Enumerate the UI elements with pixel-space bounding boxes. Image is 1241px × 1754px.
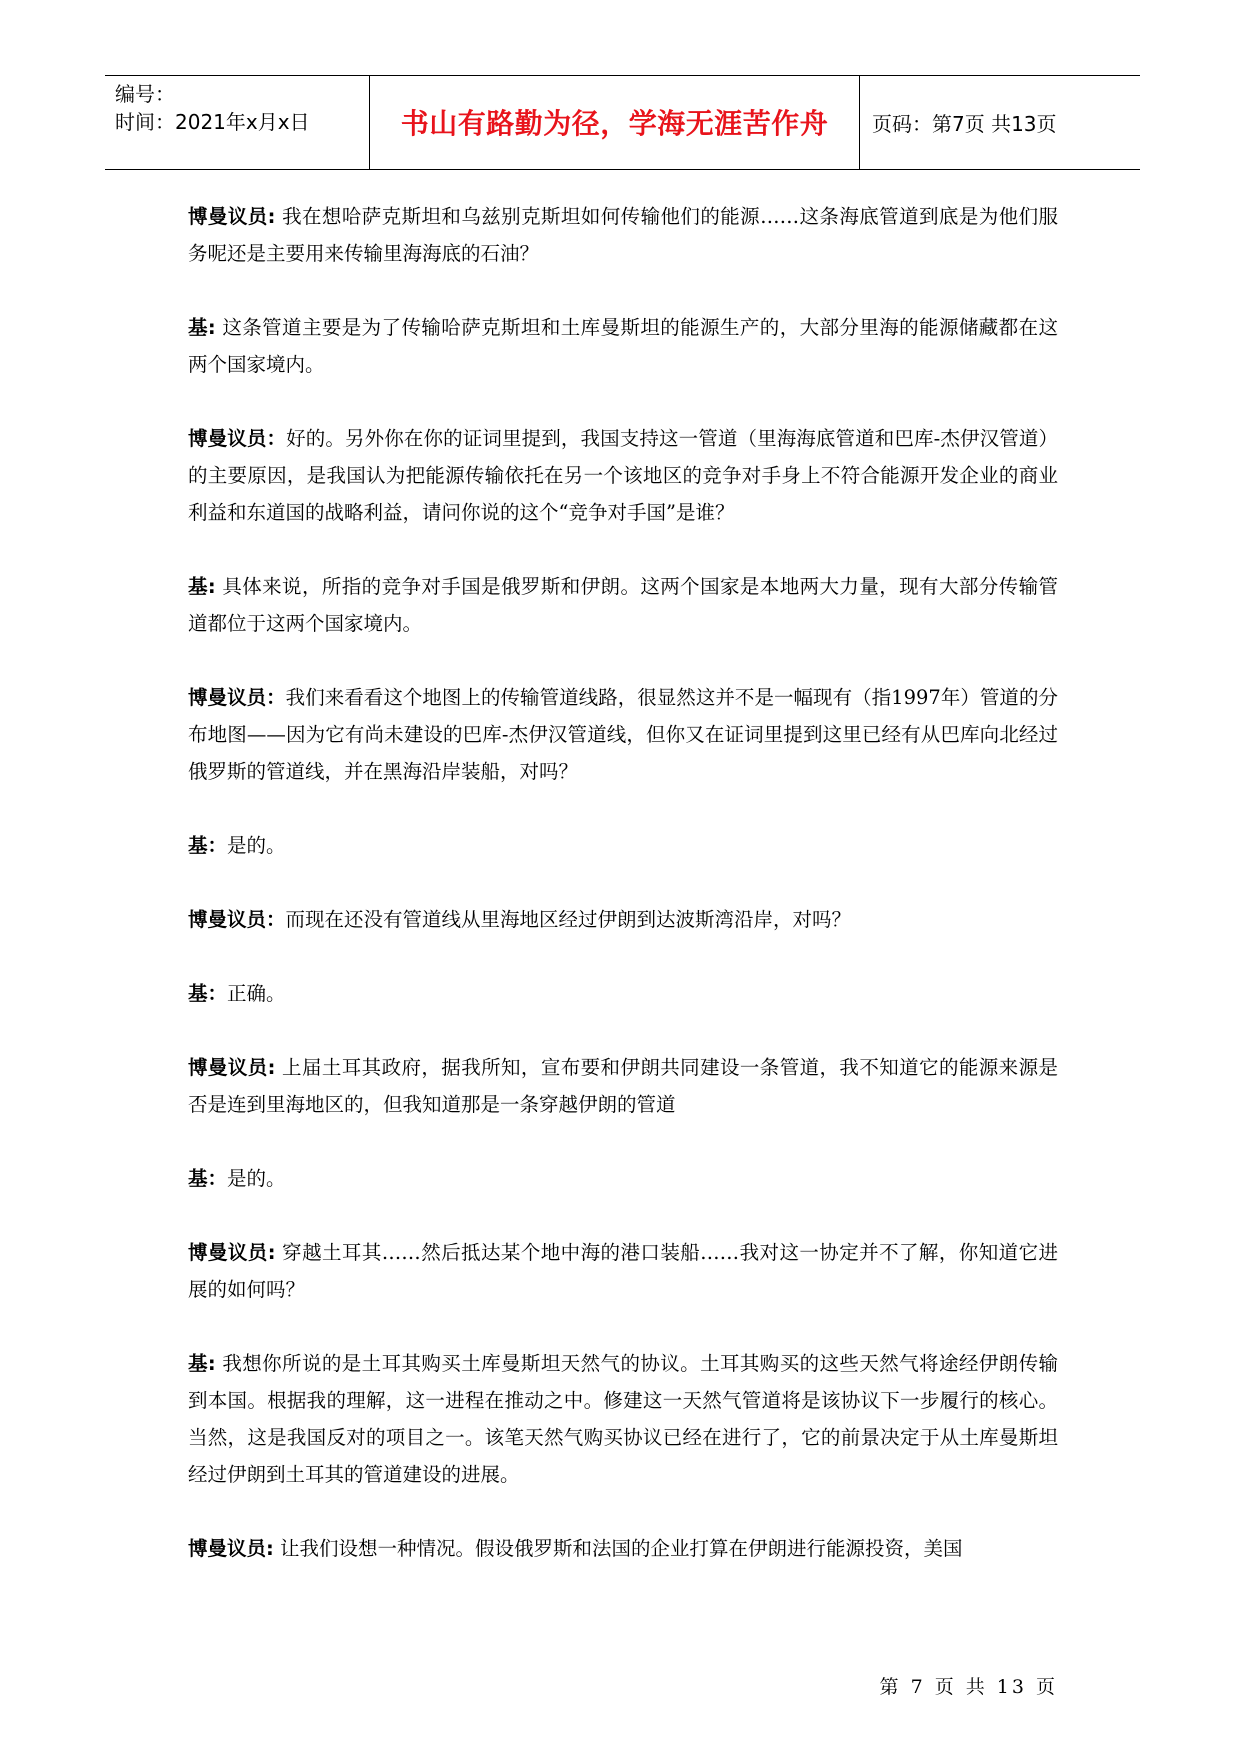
speaker-name: 基: xyxy=(188,316,216,339)
page-header xyxy=(105,75,1140,170)
speaker-name: 博曼议员： xyxy=(188,427,287,450)
speaker-name: 基： xyxy=(188,834,228,857)
header-motto: 书山有路勤为径，学海无涯苦作舟 xyxy=(400,107,829,140)
paragraph-text: 好的。另外你在你的证词里提到，我国支持这一管道（里海海底管道和巴库-杰伊汉管道）的主要原因，是我国认为把能源传输依托在另一个该地区的竞争对手身上不符合能源开发企业的商业利益和东道国的战略利益，请问你说的这个“竞争对手国”是谁？ xyxy=(188,427,1058,524)
speaker-name: 博曼议员： xyxy=(188,686,286,709)
speaker-name: 博曼议员： xyxy=(188,908,286,931)
dialogue-paragraph xyxy=(188,901,1058,938)
speaker-name: 基: xyxy=(188,1352,216,1375)
speaker-name: 博曼议员: xyxy=(188,1241,276,1264)
speaker-name: 博曼议员: xyxy=(188,205,276,228)
paragraph-text: 具体来说，所指的竞争对手国是俄罗斯和伊朗。这两个国家是本地两大力量，现有大部分传输管道都位于这两个国家境内。 xyxy=(188,575,1058,635)
speaker-name: 博曼议员: xyxy=(188,1056,276,1079)
time-label: 时间：2021年x月x日 xyxy=(115,110,310,134)
dialogue-paragraph xyxy=(188,198,1058,272)
paragraph-text: 这条管道主要是为了传输哈萨克斯坦和土库曼斯坦的能源生产的，大部分里海的能源储藏都在这两个国家境内。 xyxy=(188,316,1058,376)
speaker-name: 博曼议员: xyxy=(188,1537,274,1560)
paragraph-text: 我们来看看这个地图上的传输管道线路，很显然这并不是一幅现有（指1997年）管道的分布地图——因为它有尚未建设的巴库-杰伊汉管道线，但你又在证词里提到这里已经有从巴库向北经过俄罗斯的管道线，并在黑海沿岸装船，对吗？ xyxy=(188,686,1058,783)
paragraph-text: 正确。 xyxy=(227,982,286,1005)
speaker-name: 基: xyxy=(188,575,216,598)
header-left-cell xyxy=(105,76,370,169)
speaker-name: 基： xyxy=(188,1167,228,1190)
dialogue-paragraph xyxy=(188,1160,1058,1197)
dialogue-paragraph xyxy=(188,1049,1058,1123)
paragraph-text: 我想你所说的是土耳其购买土库曼斯坦天然气的协议。土耳其购买的这些天然气将途经伊朗传输到本国。根据我的理解，这一进程在推动之中。修建这一天然气管道将是该协议下一步履行的核心。当然，这是我国反对的项目之一。该笔天然气购买协议已经在进行了，它的前景决定于从土库曼斯坦经过伊朗到土耳其的管道建设的进展。 xyxy=(188,1352,1058,1486)
dialogue-paragraph xyxy=(188,309,1058,383)
page-footer-number: 第 7 页 共 13 页 xyxy=(879,1676,1058,1698)
header-page-code: 页码：第7页 共13页 xyxy=(872,112,1057,136)
dialogue-paragraph xyxy=(188,568,1058,642)
dialogue-paragraph xyxy=(188,827,1058,864)
document-body xyxy=(188,198,1058,1604)
paragraph-text: 而现在还没有管道线从里海地区经过伊朗到达波斯湾沿岸，对吗？ xyxy=(285,908,852,931)
paragraph-text: 是的。 xyxy=(227,1167,286,1190)
dialogue-paragraph xyxy=(188,975,1058,1012)
paragraph-text: 上届土耳其政府，据我所知，宣布要和伊朗共同建设一条管道，我不知道它的能源来源是否是连到里海地区的，但我知道那是一条穿越伊朗的管道 xyxy=(188,1056,1058,1116)
dialogue-paragraph xyxy=(188,1530,1058,1567)
paragraph-text: 让我们设想一种情况。假设俄罗斯和法国的企业打算在伊朗进行能源投资，美国 xyxy=(273,1537,963,1560)
dialogue-paragraph xyxy=(188,679,1058,790)
paragraph-text: 穿越土耳其……然后抵达某个地中海的港口装船……我对这一协定并不了解，你知道它进展的如何吗？ xyxy=(188,1241,1058,1301)
paragraph-text: 我在想哈萨克斯坦和乌兹别克斯坦如何传输他们的能源……这条海底管道到底是为他们服务呢还是主要用来传输里海海底的石油？ xyxy=(188,205,1058,265)
header-right-cell xyxy=(860,76,1140,169)
dialogue-paragraph xyxy=(188,420,1058,531)
header-middle-cell xyxy=(370,76,860,169)
serial-number-label: 编号： xyxy=(115,82,175,106)
speaker-name: 基： xyxy=(188,982,228,1005)
dialogue-paragraph xyxy=(188,1234,1058,1308)
paragraph-text: 是的。 xyxy=(227,834,286,857)
dialogue-paragraph xyxy=(188,1345,1058,1493)
